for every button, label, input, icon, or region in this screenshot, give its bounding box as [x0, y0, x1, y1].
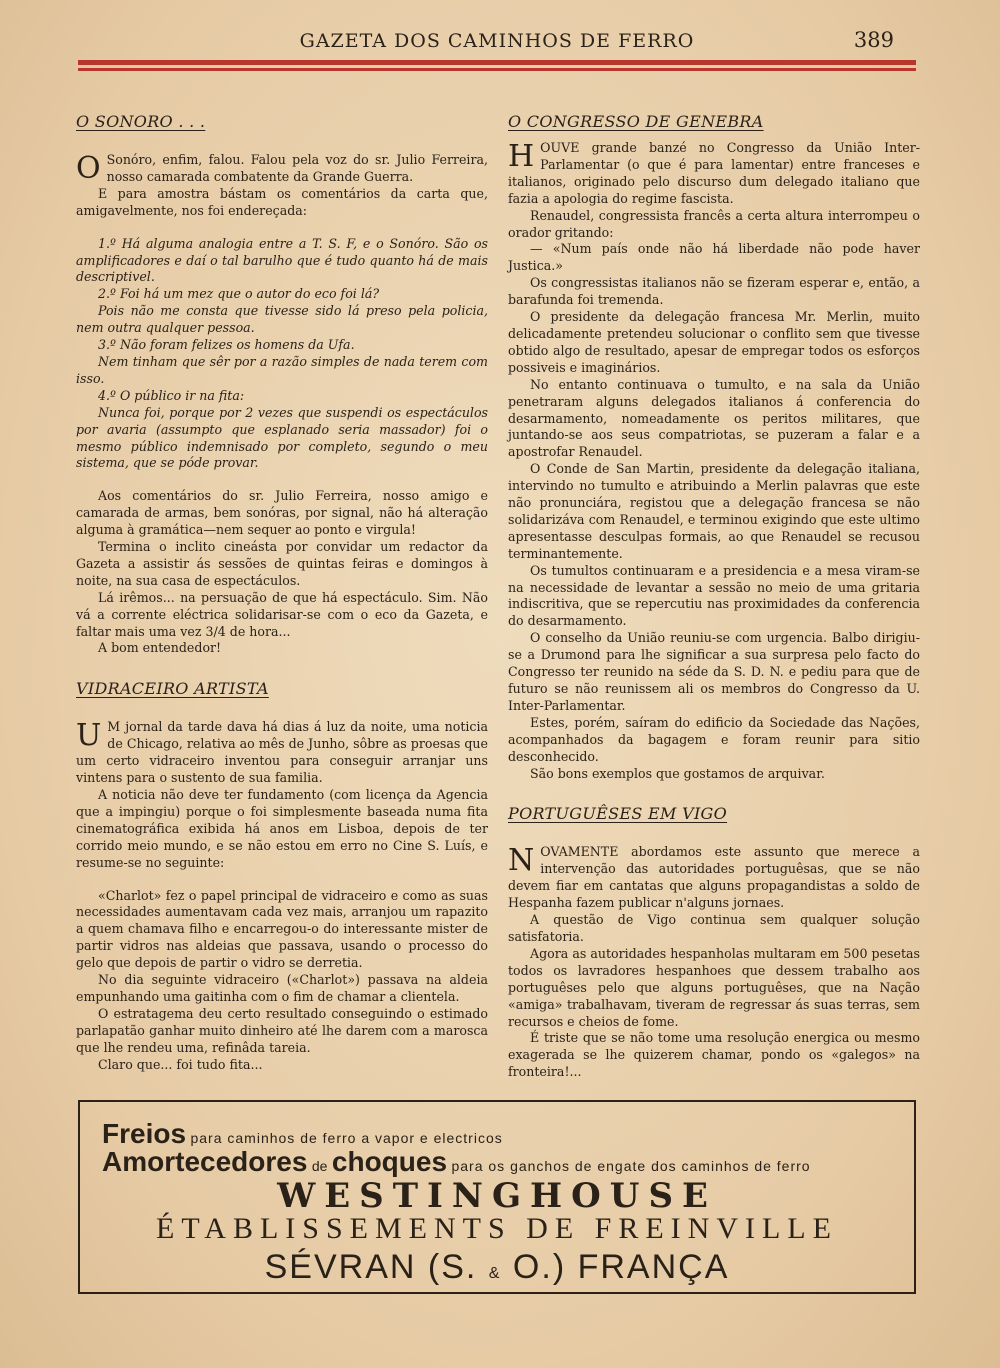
section-title-sonoro: O SONORO . . .	[76, 112, 206, 131]
letter-quote: Nem tinham que sêr por a razão simples de nada terem com isso.	[76, 353, 488, 386]
ad-choques: choques	[331, 1146, 448, 1177]
vidraceiro-paragraph: A noticia não deve ter fundamento (com licença da Agencia que a impingiu) porque o foi simplesmente baseada numa fita cinematográfica exibida há anos em Lisboa, depois de ter corrido meio mundo, e se não estou em erro no Cine S. Luís, e resume-se no seguinte:	[76, 787, 488, 870]
left-column	[76, 112, 488, 1074]
letter-quote: 1.º Há alguma analogia entre a T. S. F, e o Sonóro. São os amplificadores e daí o tal barulho que é tudo quanto há de mais descriptivel.	[76, 235, 488, 285]
vigo-text: OVAMENTE abordamos este assunto que merece a intervenção das autoridades portuguêsas, que se não devem fiar em cantatas que alguns propagandistas a soldo de Hespanha fazem publicar n'alguns jornaes.	[508, 844, 920, 911]
dropcap: O	[76, 151, 101, 186]
vigo-paragraph: A questão de Vigo continua sem qualquer solução satisfatoria.	[508, 912, 920, 944]
vidraceiro-paragraph: O estratagema deu certo resultado conseguindo o estimado parlapatão ganhar muito dinheiro até lhe darem com a marosca que lhe rendeu uma, refinâda tareia.	[76, 1005, 488, 1055]
sonoro-paragraph	[76, 152, 488, 186]
section-title-congresso: O CONGRESSO DE GENEBRA	[508, 112, 764, 131]
header-rule-top	[78, 60, 916, 65]
ad-brand: WESTINGHOUSE	[277, 1176, 717, 1216]
congresso-paragraph: Renaudel, congressista francês a certa altura interrompeu o orador gritando:	[508, 207, 920, 240]
sonoro-paragraph: Aos comentários do sr. Julio Ferreira, nosso amigo e camarada de armas, bem sonóras, por signal, não há alteração alguma à gramática—nem sequer ao ponto e virgula!	[76, 488, 488, 538]
ad-city-b: O.) FRANÇA	[512, 1248, 730, 1286]
letter-quote: 3.º Não foram felizes os homens da Ufa.	[98, 337, 355, 353]
sonoro-paragraph: E para amostra bástam os comentários da carta que, amigavelmente, nos foi endereçada:	[76, 185, 488, 218]
ad-amortecedores-desc: para os ganchos de engate dos caminhos de ferro	[451, 1158, 811, 1174]
vigo-paragraph	[508, 844, 920, 912]
dropcap: H	[508, 139, 535, 174]
letter-quote: 4.º O público ir na fita:	[98, 387, 245, 403]
congresso-paragraph: São bons exemplos que gostamos de arquivar.	[530, 765, 825, 781]
vidraceiro-paragraph	[76, 719, 488, 787]
letter-quote: 2.º Foi há um mez que o autor do eco foi lá?	[98, 286, 380, 302]
sonoro-paragraph: Lá irêmos... na persuação de que há espectáculo. Sim. Não vá a corrente eléctrica solidarisar-se com o eco da Gazeta, e faltar mais uma vez 3/4 de hora...	[76, 589, 488, 639]
letter-quote: Nunca foi, porque por 2 vezes que suspendi os espectáculos por avaria (assumpto que esplanado seria massador) foi o mesmo público indemnisado por completo, segundo o meu sistema, que se póde provar.	[76, 404, 488, 471]
congresso-paragraph: Estes, porém, saíram do edificio da Sociedade das Nações, acompanhados da bagagem e foram reunir para sitio desconhecido.	[508, 714, 920, 764]
ad-line-amortecedores	[102, 1146, 936, 1178]
sonoro-text: Sonóro, enfim, falou. Falou pela voz do sr. Julio Ferreira, nosso camarada combatente da Grande Guerra.	[106, 152, 488, 184]
congresso-paragraph: Os congressistas italianos não se fizeram esperar e, então, a barafunda foi tremenda.	[508, 275, 920, 308]
vidraceiro-paragraph: Claro que... foi tudo fita...	[98, 1056, 263, 1072]
dropcap: U	[76, 718, 102, 754]
letter-quote: Pois não me consta que tivesse sido lá preso pela policia, nem outra qualquer pessoa.	[76, 303, 488, 336]
vigo-paragraph: É triste que se não tome uma resolução energica ou mesmo exagerada se lhe quizerem chamar, pondo os «galegos» na fronteira!...	[508, 1030, 920, 1080]
sonoro-paragraph: Termina o inclito cineásta por convidar um redactor da Gazeta a assistir ás sessões de quintas feiras e domingos à noite, na sua casa de espectáculos.	[76, 539, 488, 588]
congresso-paragraph: Os tumultos continuaram e a presidencia e a mesa viram-se na necessidade de levantar a sessão no meio de uma gritaria indiscritiva, que se repercutiu nas proximidades da conferencia do desarmamento.	[508, 562, 920, 629]
westinghouse-advertisement	[78, 1100, 916, 1294]
congresso-paragraph	[508, 140, 920, 208]
congresso-paragraph: O conselho da União reuniu-se com urgencia. Balbo dirigiu-se a Drumond para lhe significar a sua surpresa pelo facto do Congresso ter reunido na séde da S. D. N. e pediu para que de futuro se não reunissem ali os membros do Congresso da U. Inter-Parlamentar.	[508, 630, 920, 713]
section-title-vigo: PORTUGUÊSES EM VIGO	[508, 804, 728, 824]
journal-title: GAZETA DOS CAMINHOS DE FERRO	[299, 30, 695, 52]
header-rule-bottom	[78, 68, 916, 71]
congresso-text: OUVE grande banzé no Congresso da União Inter-Parlamentar (o que é para lamentar) entre franceses e italianos, originado pelo discurso dum delegado italiano que fazia a apologia do regime fascista.	[508, 140, 920, 206]
congresso-paragraph: No entanto continuava o tumulto, e na sala da União penetraram alguns delegados italianos á conferencia do desarmamento, nomeadamente os peritos militares, que juntando-se aos seus compatriotas, se puzeram a falar e a apostrofar Renaudel.	[508, 376, 920, 460]
sonoro-paragraph: A bom entendedor!	[98, 640, 222, 656]
ad-amortecedores: Amortecedores	[102, 1146, 308, 1177]
congresso-paragraph: O presidente da delegação francesa Mr. Merlin, muito delicadamente pretendeu solucionar o conflito sem que tivesse obtido algo de resultado, apesar de empregar todos os esforços possiveis e imaginários.	[508, 309, 920, 375]
ad-freios: Freios	[102, 1118, 187, 1149]
ad-city	[80, 1248, 914, 1287]
ad-establishment: ÉTABLISSEMENTS DE FREINVILLE	[156, 1212, 838, 1245]
ad-freios-desc: para caminhos de ferro a vapor e electricos	[190, 1130, 503, 1146]
congresso-paragraph: O Conde de San Martin, presidente da delegação italiana, intervindo no tumulto e atribuindo a Merlin palavras que este não pronunciára, registou que a delegação francesa se não solidarizáva com Renaudel, e terminou exigindo que este ultimo apresentasse desculpas formais, ao que Renaudel se recusou terminantemente.	[508, 461, 920, 561]
page-header	[78, 28, 916, 58]
congresso-paragraph: — «Num país onde não há liberdade não pode haver Justica.»	[508, 241, 920, 274]
vidraceiro-paragraph: No dia seguinte vidraceiro («Charlot») passava na aldeia empunhando uma gaitinha com o fim de chamar a clientela.	[76, 972, 488, 1004]
ad-city-a: SÉVRAN (S.	[264, 1248, 478, 1286]
vigo-paragraph: Agora as autoridades hespanholas multaram em 500 pesetas todos os lavradores hespanhoes que dessem trabalho aos portuguêses pelo que alguns portuguêses, que na Nação «amiga» trabalhavam, tiveram de regressar ás suas terras, sem recursos e cheios de fome.	[508, 945, 920, 1029]
vidraceiro-paragraph: «Charlot» fez o papel principal de vidraceiro e como as suas necessidades aumentavam cada vez mais, arranjou um rapazito a quem chamava filho e encarregou-o do interessante mister de partir vidros nas aldeias que passava, usando o processo do gelo que depois de partir o vidro se derretia.	[76, 887, 488, 971]
section-title-vidraceiro: VIDRACEIRO ARTISTA	[76, 679, 269, 699]
ad-de: de	[311, 1158, 328, 1174]
ad-city-amp: &	[488, 1265, 502, 1282]
dropcap: N	[508, 843, 535, 879]
right-column	[508, 112, 920, 1081]
page-number: 389	[853, 28, 894, 52]
vidraceiro-text: M jornal da tarde dava há dias á luz da noite, uma noticia de Chicago, relativa ao mês de Junho, sôbre as proesas que um certo vidraceiro inventou para conseguir arranjar uns vintens para o sustento de sua familia.	[76, 719, 488, 786]
